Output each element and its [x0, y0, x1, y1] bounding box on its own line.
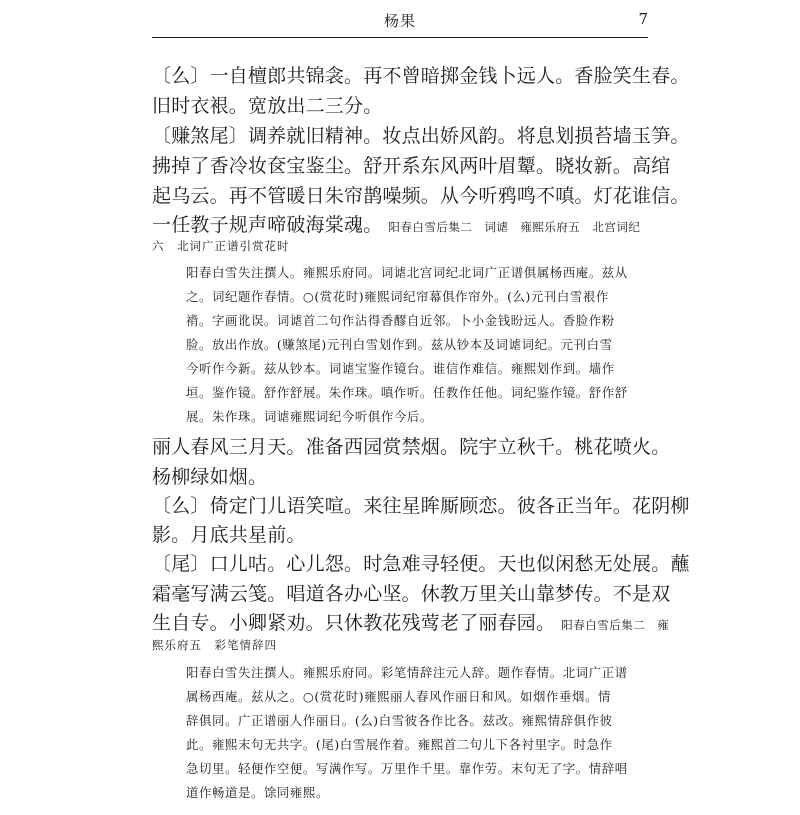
verse-line: 〔尾〕口儿咕。心儿怨。时急难寻轻便。天也似闲愁无处展。蘸 — [152, 553, 690, 575]
verse-line: 〔么〕一自檀郎共锦衾。再不曾暗掷金钱卜远人。香脸笑生春。 — [152, 65, 690, 87]
note-line: 脸。放出作放。(赚煞尾)元刊白雪划作到。兹从钞本及词谑词纪。元刊白雪 — [186, 337, 613, 352]
note-line: 此。雍熙末句无共字。(尾)白雪展作着。雍熙首二句儿下各衬里字。时急作 — [186, 737, 613, 752]
running-header — [152, 8, 648, 34]
verse-line: 丽人春风三月天。准备西园赏禁烟。院宇立秋千。桃花喷火。 — [152, 436, 671, 458]
header-rule — [152, 37, 648, 38]
source-citation-line: 熙乐府五 彩笔情辞四 — [152, 638, 277, 652]
header-title: 杨果 — [383, 12, 416, 30]
verse-line: 影。月底共星前。 — [152, 524, 306, 546]
note-line: 垣。鉴作镜。舒作舒展。朱作珠。嗔作听。任教作任他。词纪鉴作镜。舒作舒 — [186, 385, 628, 400]
verse-line: 生自专。小卿紧劝。只休教花残莺老了丽春园。 阳春白雪后集二 雍 — [152, 612, 670, 634]
verse-line: 旧时衣裉。宽放出二三分。 — [152, 95, 383, 117]
verse-line: 霜毫写满云笺。唱道各办心坚。休教万里关山靠梦传。不是双 — [152, 583, 671, 605]
verse-line: 杨柳绿如烟。 — [152, 466, 268, 488]
source-citation: 阳春白雪后集二 雍 — [561, 618, 670, 632]
note-line: 之。词纪题作春情。○(赏花时)雍熙词纪帘幕俱作帘外。(么)元刊白雪裉作 — [186, 289, 609, 304]
verse-line: 〔赚煞尾〕调养就旧精神。妆点出娇风韵。将息划损苔墙玉笋。 — [152, 125, 690, 147]
note-line: 道作畅道是。馀同雍熙。 — [186, 785, 329, 800]
source-citation-line: 六 北词广正谱引赏花时 — [152, 239, 290, 253]
note-line: 属杨西庵。兹从之。○(赏花时)雍熙丽人春风作丽日和风。如烟作垂烟。情 — [186, 689, 611, 704]
verse-line: 〔么〕倚定门儿语笑喧。来往星眸厮顾恋。彼各正当年。花阴柳 — [152, 495, 690, 517]
source-citation: 阳春白雪后集二 词谑 雍熙乐府五 北宫词纪 — [388, 220, 641, 234]
note-line: 褙。字画讹误。词谑首二句作沾得香醪自近邻。卜小金钱盼远人。香脸作粉 — [186, 313, 615, 328]
verse-line: 起乌云。再不管暖日朱帘鹊噪频。从今听鸦鸣不嗔。灯花谁信。 — [152, 185, 690, 207]
note-line: 阳春白雪失注撰人。雍熙乐府同。彩笔情辞注元人辞。题作春情。北词广正谱 — [186, 665, 628, 680]
page-number: 7 — [638, 10, 648, 28]
note-line: 展。朱作珠。词谑雍熙词纪今听俱作今后。 — [186, 409, 433, 424]
verse-line: 一任教子规声啼破海棠魂。 阳春白雪后集二 词谑 雍熙乐府五 北宫词纪 — [152, 214, 641, 236]
note-line: 辞俱同。广正谱丽人作丽日。(么)白雪彼各作比各。兹改。雍熙情辞俱作彼 — [186, 713, 613, 728]
verse-line: 拂掉了香冷妆奁宝鉴尘。舒开系东风两叶眉颦。晓妆新。高绾 — [152, 155, 671, 177]
note-line: 今听作今新。兹从钞本。词谑宝鉴作镜台。谁信作难信。雍熙划作到。墙作 — [186, 361, 615, 376]
note-line: 阳春白雪失注撰人。雍熙乐府同。词谑北宫词纪北词广正谱俱属杨西庵。兹从 — [186, 265, 628, 280]
note-line: 急切里。轻便作空便。写满作写。万里作千里。靠作劳。末句无了字。情辞唱 — [186, 761, 628, 776]
